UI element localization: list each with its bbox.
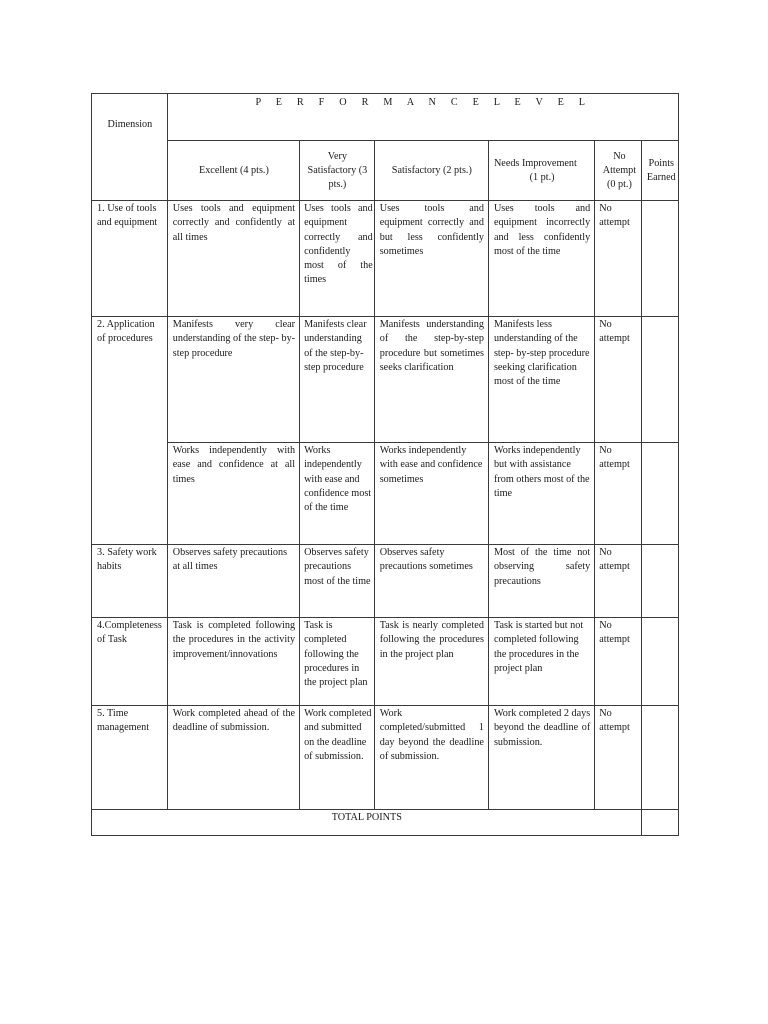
needs-improvement-points: (1 pt.) xyxy=(529,172,555,183)
very-satisfactory-cell: Uses tools and equipment correctly and confidently most of the times xyxy=(300,201,375,317)
no-attempt-cell: No attempt xyxy=(595,201,641,317)
dimension-header: Dimension xyxy=(92,94,168,201)
excellent-cell: Observes safety precautions at all times xyxy=(167,545,299,618)
no-attempt-cell: No attempt xyxy=(595,317,641,443)
excellent-cell: Task is completed following the procedures in the activity improvement/innovations xyxy=(167,618,299,706)
points-earned-cell[interactable] xyxy=(641,201,678,317)
satisfactory-cell: Works independently with ease and confidence sometimes xyxy=(374,443,488,545)
excellent-column-header: Excellent (4 pts.) xyxy=(167,141,299,201)
points-earned-cell[interactable] xyxy=(641,443,678,545)
dimension-cell: 5. Time management xyxy=(92,706,168,810)
dimension-cell: 3. Safety work habits xyxy=(92,545,168,618)
satisfactory-cell: Work completed/submitted 1 day beyond the deadline of submission. xyxy=(374,706,488,810)
excellent-cell: Work completed ahead of the deadline of submission. xyxy=(167,706,299,810)
total-points-value-cell[interactable] xyxy=(641,810,678,836)
header-row-top xyxy=(92,94,679,141)
needs-improvement-cell: Manifests less understanding of the step- by-step procedure seeking clarification most of the time xyxy=(488,317,594,443)
excellent-cell: Uses tools and equipment correctly and confidently at all times xyxy=(167,201,299,317)
no-attempt-cell: No attempt xyxy=(595,706,641,810)
total-points-row xyxy=(92,810,679,836)
no-attempt-cell: No attempt xyxy=(595,443,641,545)
rubric-row xyxy=(92,618,679,706)
very-satisfactory-column-header: Very Satisfactory (3 pts.) xyxy=(300,141,375,201)
points-earned-cell[interactable] xyxy=(641,545,678,618)
rubric-row xyxy=(92,706,679,810)
header-row-columns xyxy=(92,141,679,201)
dimension-cell: 1. Use of tools and equipment xyxy=(92,201,168,317)
needs-improvement-cell: Uses tools and equipment incorrectly and less confidently most of the time xyxy=(488,201,594,317)
rubric-row xyxy=(92,545,679,618)
performance-rubric-table xyxy=(91,93,679,836)
very-satisfactory-cell: Observes safety precautions most of the time xyxy=(300,545,375,618)
needs-improvement-column-header xyxy=(488,141,594,201)
rubric-row xyxy=(92,201,679,317)
points-earned-cell[interactable] xyxy=(641,317,678,443)
very-satisfactory-cell: Manifests clear understanding of the step-by-step procedure xyxy=(300,317,375,443)
satisfactory-cell: Observes safety precautions sometimes xyxy=(374,545,488,618)
rubric-row xyxy=(92,317,679,443)
satisfactory-cell: Uses tools and equipment correctly and but less confidently sometimes xyxy=(374,201,488,317)
no-attempt-cell: No attempt xyxy=(595,545,641,618)
needs-improvement-label: Needs Improvement xyxy=(493,157,577,169)
excellent-cell: Manifests very clear understanding of the step- by-step procedure xyxy=(167,317,299,443)
very-satisfactory-cell: Work completed and submitted on the deadline of submission. xyxy=(300,706,375,810)
needs-improvement-cell: Most of the time not observing safety precautions xyxy=(488,545,594,618)
no-attempt-label: No Attempt xyxy=(602,150,637,176)
dimension-cell: 4.Completeness of Task xyxy=(92,618,168,706)
satisfactory-cell: Manifests understanding of the step-by-step procedure but sometimes seeks clarification xyxy=(374,317,488,443)
no-attempt-column-header xyxy=(595,141,641,201)
needs-improvement-cell: Work completed 2 days beyond the deadline of submission. xyxy=(488,706,594,810)
rubric-row xyxy=(92,443,679,545)
dimension-cell: 2. Application of procedures xyxy=(92,317,168,545)
very-satisfactory-cell: Task is completed following the procedures in the project plan xyxy=(300,618,375,706)
satisfactory-column-header: Satisfactory (2 pts.) xyxy=(374,141,488,201)
performance-level-header: P E R F O R M A N C E L E V E L xyxy=(167,94,678,141)
no-attempt-points: (0 pt.) xyxy=(606,179,632,191)
needs-improvement-cell: Task is started but not completed following the procedures in the project plan xyxy=(488,618,594,706)
very-satisfactory-cell: Works independently with ease and confidence most of the time xyxy=(300,443,375,545)
points-earned-cell[interactable] xyxy=(641,706,678,810)
excellent-cell: Works independently with ease and confidence at all times xyxy=(167,443,299,545)
points-earned-cell[interactable] xyxy=(641,618,678,706)
needs-improvement-cell: Works independently but with assistance from others most of the time xyxy=(488,443,594,545)
points-earned-column-header: Points Earned xyxy=(641,141,678,201)
no-attempt-cell: No attempt xyxy=(595,618,641,706)
satisfactory-cell: Task is nearly completed following the procedures in the project plan xyxy=(374,618,488,706)
total-points-label: TOTAL POINTS xyxy=(92,810,642,836)
